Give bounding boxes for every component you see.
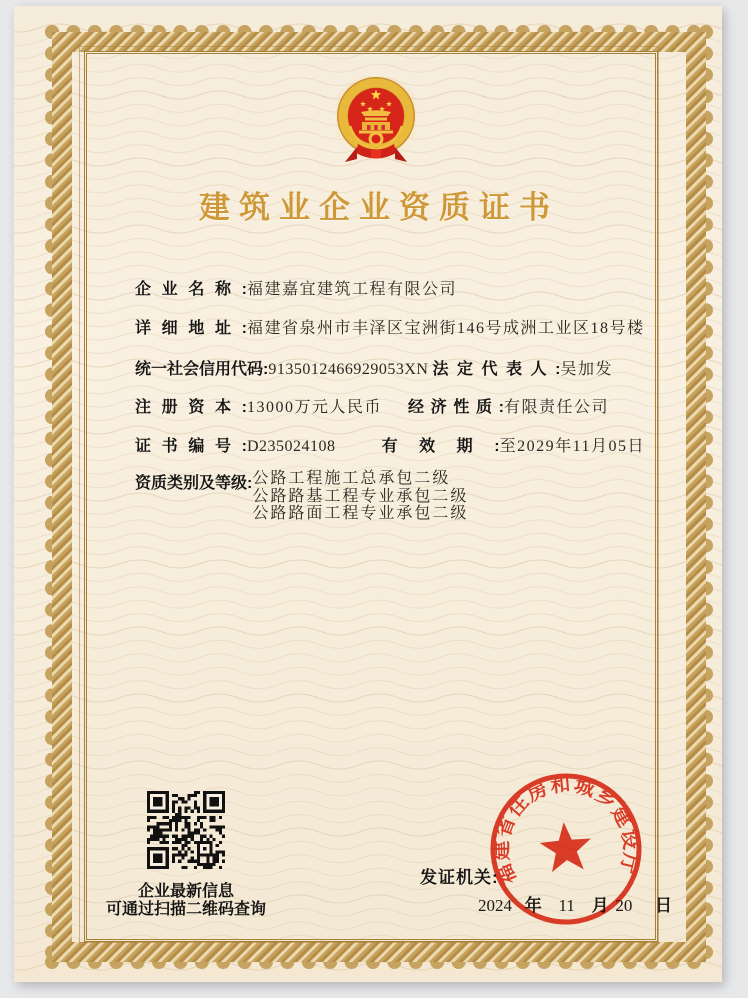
credit-code-value: 9135012466929053XN [268,361,429,378]
qr-caption-line2: 可通过扫描二维码查询 [105,901,266,918]
svg-text:住: 住 [503,791,534,822]
legal-rep-value: 吴加发 [560,361,613,378]
economic-nature-value: 有限责任公司 [504,399,610,416]
validity-value: 至2029年11月05日 [499,438,645,455]
svg-text:建: 建 [606,802,636,831]
credit-code-label: 统一社会信用代码: [135,361,269,378]
qualification-item: 公路工程施工总承包二级 [252,470,451,487]
address-value: 福建省泉州市丰泽区宝洲街146号成洲工业区18号楼 [247,320,645,337]
field-qualifications [135,470,468,523]
certificate-title: 建筑业企业资质证书 [199,190,559,225]
address-label: 详细地址: [135,320,247,337]
enterprise-name-value: 福建嘉宜建筑工程有限公司 [247,281,458,298]
field-credit-code-and-legal-rep [135,356,613,379]
field-capital-and-economic-nature [135,394,609,417]
capital-label: 注册资本: [135,399,247,416]
qr-code [147,791,225,869]
cert-no-value: D235024108 [247,438,336,455]
issue-date-month: 11 [558,896,575,915]
economic-nature-label: 经济性质: [408,399,505,416]
validity-label: 有效期: [381,438,500,455]
qualification-item: 公路路面工程专业承包二级 [252,505,469,522]
issue-date-year: 2024 [478,896,512,915]
qr-caption [80,883,292,919]
qualifications-label: 资质类别及等级: [135,475,253,492]
issue-date-day-unit: 日 [655,896,673,915]
svg-text:乡: 乡 [590,783,621,814]
capital-value: 13000万元人民币 [247,399,383,416]
svg-text:建: 建 [490,840,514,861]
svg-text:厅: 厅 [615,851,642,876]
svg-text:房: 房 [523,777,552,807]
ribbon-knot [371,150,381,158]
certificate-paper [14,6,722,982]
svg-text:和: 和 [549,773,572,798]
svg-text:城: 城 [571,774,598,802]
issue-date-month-unit: 月 [591,896,609,915]
field-enterprise-name [135,276,457,299]
qr-caption-line1: 企业最新信息 [137,883,234,900]
svg-text:设: 设 [616,827,642,852]
national-emblem-icon [336,76,416,173]
issue-date-year-unit: 年 [524,896,542,915]
qualifications-values [252,470,468,523]
field-cert-no-and-validity [135,433,645,456]
qualification-item: 公路路基工程专业承包二级 [252,487,469,505]
star-icon [538,820,593,873]
cert-no-label: 证书编号: [135,438,247,455]
field-address [135,315,645,338]
svg-text:省: 省 [492,813,520,841]
legal-rep-label: 法定代表人: [432,361,561,378]
issuer-label: 发证机关: [420,868,499,887]
official-seal [487,770,645,928]
enterprise-name-label: 企业名称: [135,281,247,298]
svg-text:福: 福 [493,860,522,888]
issue-date-day: 20 [615,896,633,915]
